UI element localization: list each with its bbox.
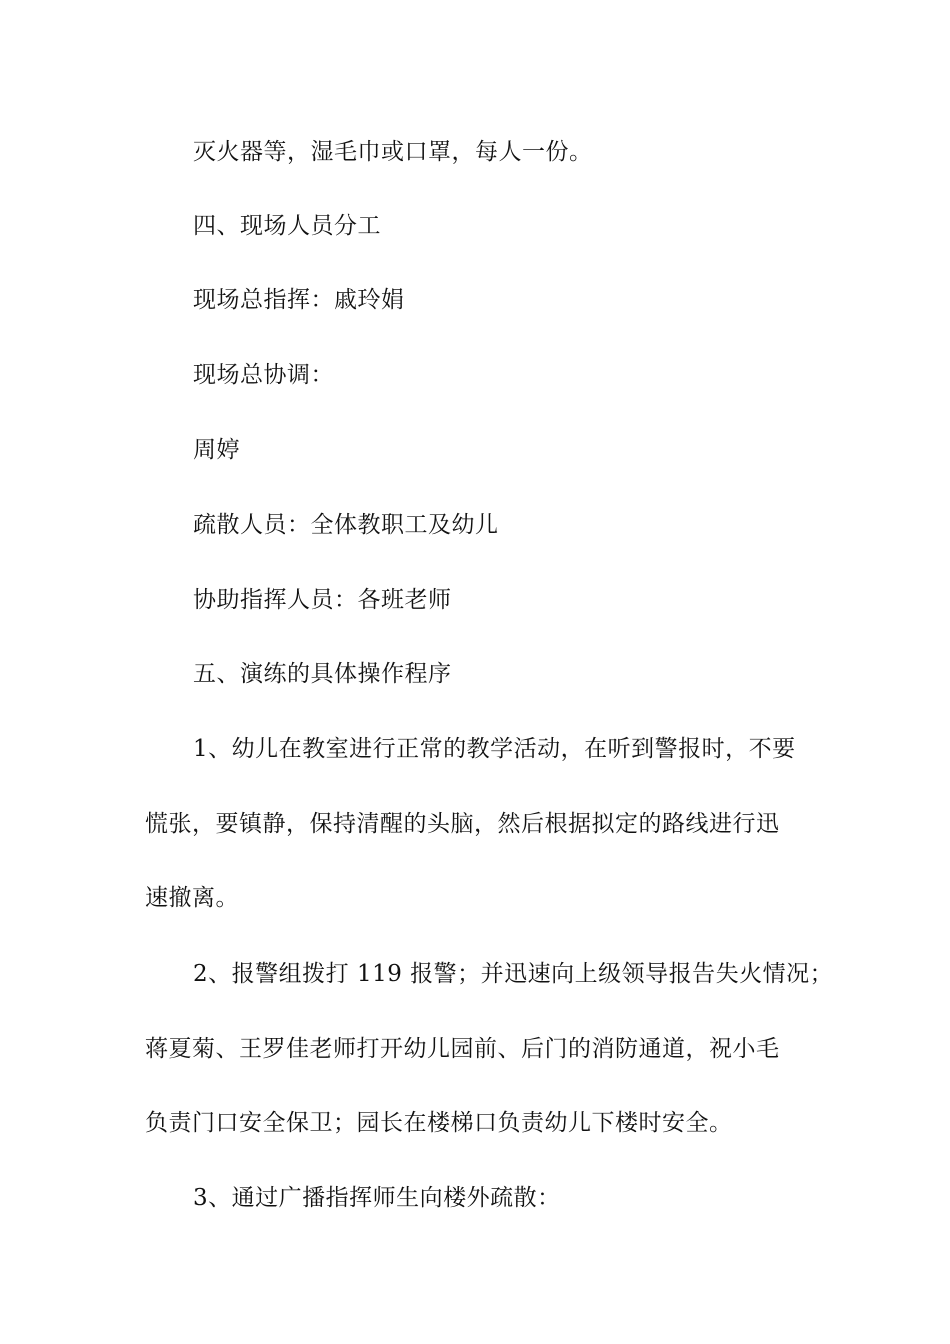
paragraph-line: 1、幼儿在教室进行正常的教学活动，在听到警报时，不要 xyxy=(193,736,796,762)
paragraph-line: 2、报警组拨打 119 报警；并迅速向上级领导报告失火情况； xyxy=(193,961,834,987)
paragraph-line: 现场总协调： xyxy=(193,362,334,388)
paragraph-line: 速撤离。 xyxy=(145,885,239,911)
paragraph-line: 周婷 xyxy=(193,437,240,463)
paragraph-line: 疏散人员：全体教职工及幼儿 xyxy=(193,512,499,538)
paragraph-line: 负责门口安全保卫；园长在楼梯口负责幼儿下楼时安全。 xyxy=(145,1110,733,1136)
section-heading: 五、演练的具体操作程序 xyxy=(193,661,452,687)
paragraph-line: 3、通过广播指挥师生向楼外疏散： xyxy=(193,1185,561,1211)
paragraph-line: 协助指挥人员：各班老师 xyxy=(193,587,452,613)
section-heading: 四、现场人员分工 xyxy=(193,213,381,239)
paragraph-line: 蒋夏菊、王罗佳老师打开幼儿园前、后门的消防通道，祝小毛 xyxy=(145,1036,780,1062)
paragraph-line: 现场总指挥：戚玲娟 xyxy=(193,287,405,313)
paragraph-line: 灭火器等，湿毛巾或口罩，每人一份。 xyxy=(193,139,593,165)
paragraph-line: 慌张，要镇静，保持清醒的头脑，然后根据拟定的路线进行迅 xyxy=(145,811,780,837)
